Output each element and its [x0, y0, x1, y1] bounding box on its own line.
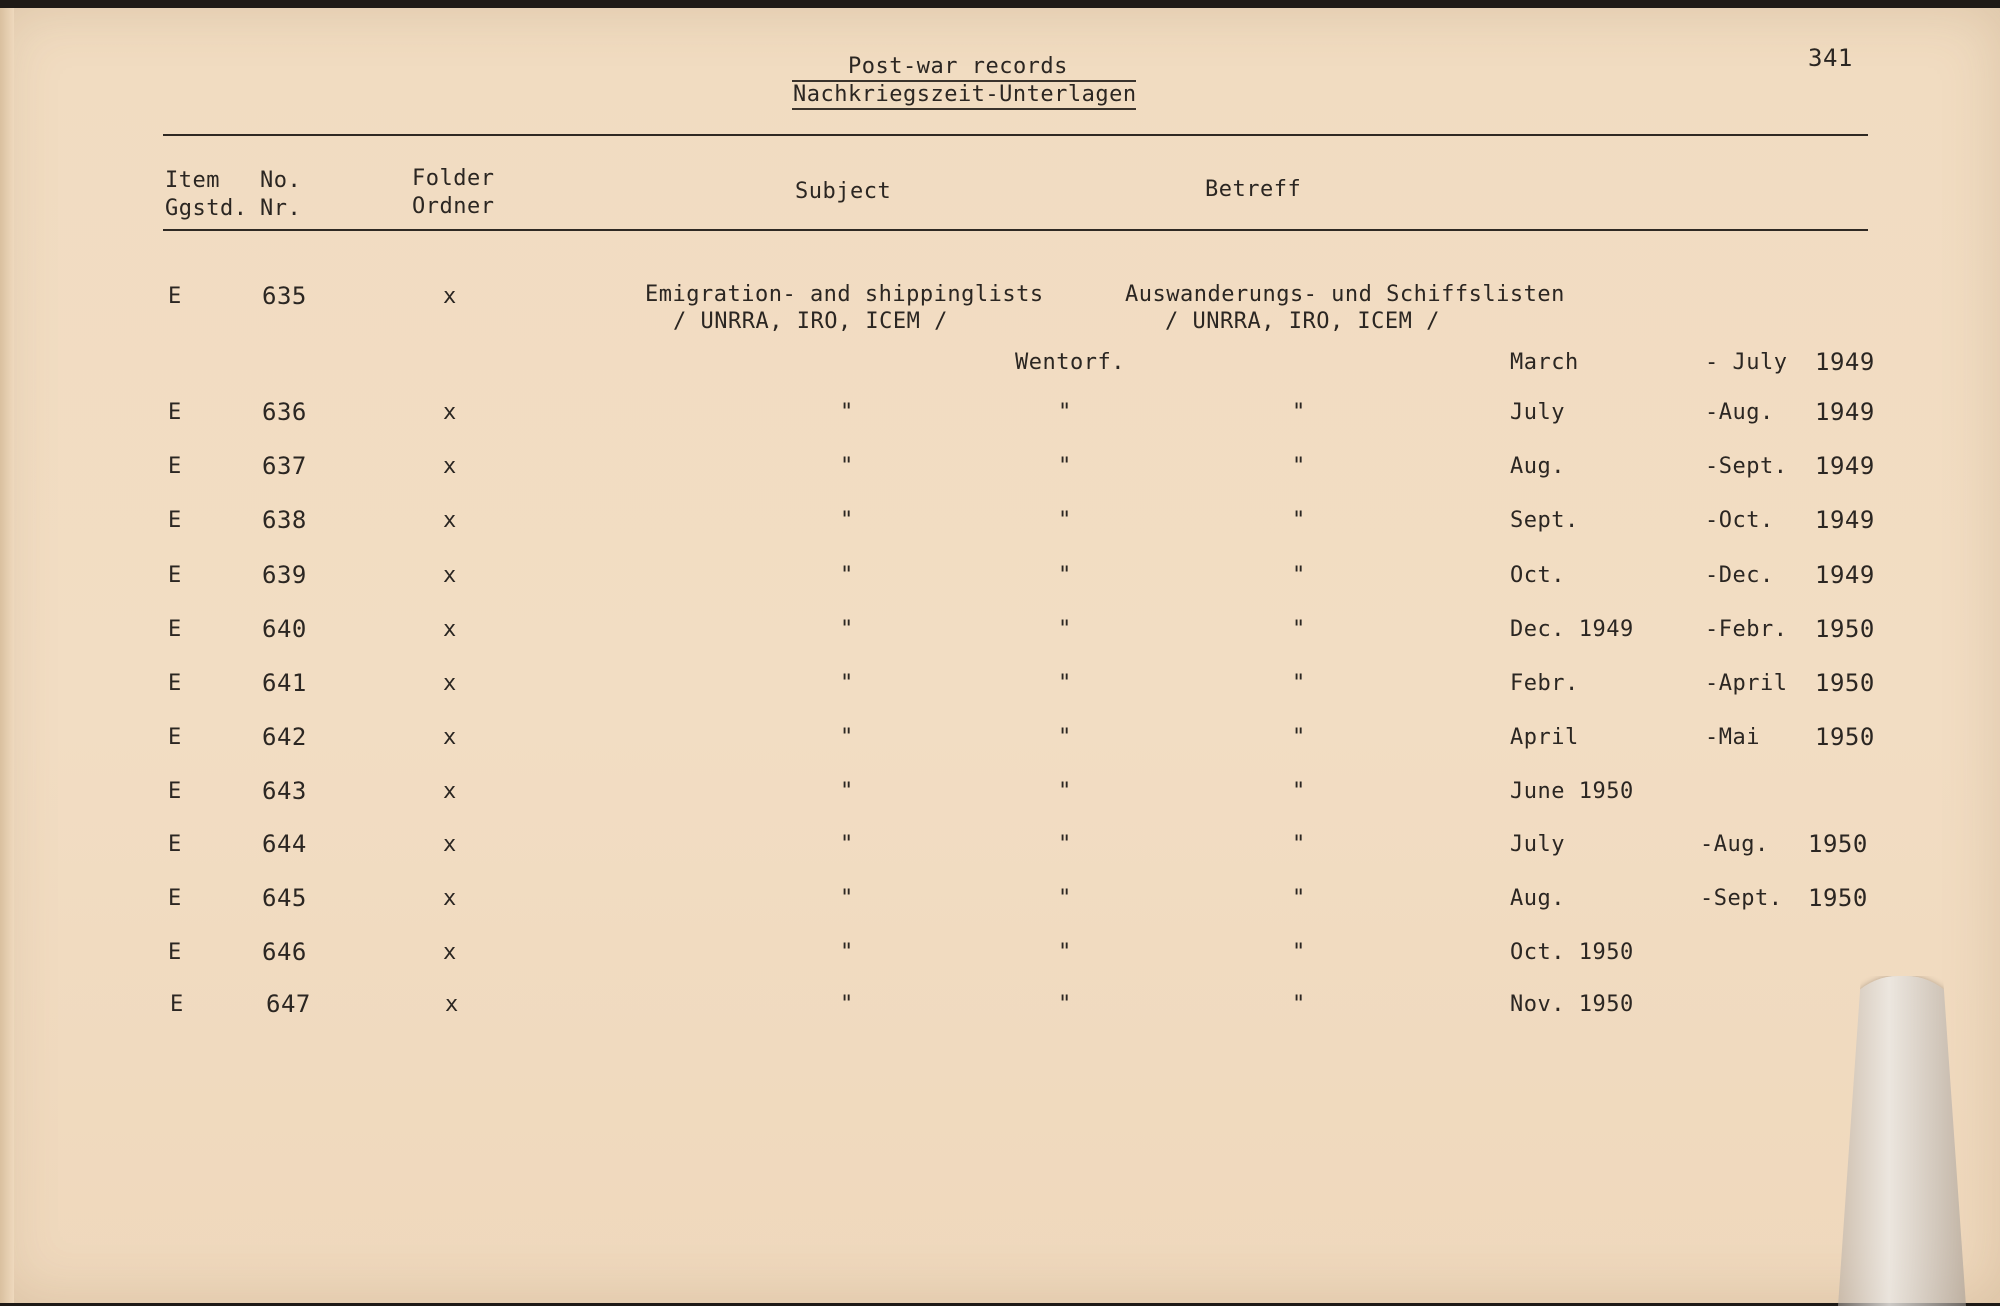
- ditto-betreff: ": [1292, 779, 1306, 804]
- row-item: E: [168, 454, 182, 479]
- entry-place: Wentorf.: [1015, 350, 1125, 375]
- ditto-place: ": [1058, 779, 1072, 804]
- ditto-place: ": [1058, 940, 1072, 965]
- entry-number: 635: [262, 282, 307, 310]
- ditto-place: ": [1058, 671, 1072, 696]
- row-item: E: [168, 886, 182, 911]
- ditto-subject: ": [840, 454, 854, 479]
- ditto-betreff: ": [1292, 563, 1306, 588]
- row-folder: x: [443, 454, 457, 479]
- row-item: E: [168, 617, 182, 642]
- ditto-place: ": [1058, 725, 1072, 750]
- row-item: E: [168, 832, 182, 857]
- col-folder-en: Folder: [412, 166, 495, 191]
- row-number: 641: [262, 669, 307, 697]
- row-folder: x: [443, 563, 457, 588]
- row-date-to: -Sept.: [1700, 886, 1783, 911]
- row-year: 1949: [1815, 561, 1875, 589]
- page-number: 341: [1808, 44, 1853, 72]
- row-year: 1950: [1815, 723, 1875, 751]
- row-number: 637: [262, 452, 307, 480]
- ditto-place: ": [1058, 832, 1072, 857]
- col-item-de: Ggstd.: [165, 196, 248, 221]
- row-item: E: [168, 400, 182, 425]
- ditto-betreff: ": [1292, 940, 1306, 965]
- table-row: [0, 563, 2000, 603]
- ditto-place: ": [1058, 886, 1072, 911]
- ditto-betreff: ": [1292, 671, 1306, 696]
- entry-year: 1949: [1815, 348, 1875, 376]
- ditto-betreff: ": [1292, 400, 1306, 425]
- row-year: 1950: [1815, 669, 1875, 697]
- row-number: 647: [266, 990, 311, 1018]
- row-date-from: April: [1510, 725, 1579, 750]
- title-underline-2: [792, 108, 1136, 110]
- row-date-from: Oct.: [1510, 563, 1565, 588]
- ditto-subject: ": [840, 779, 854, 804]
- entry-subject-line2: / UNRRA, IRO, ICEM /: [673, 309, 948, 334]
- table-row: [0, 779, 2000, 819]
- ditto-subject: ": [840, 563, 854, 588]
- row-number: 642: [262, 723, 307, 751]
- ditto-subject: ": [840, 832, 854, 857]
- row-folder: x: [443, 671, 457, 696]
- table-row: [0, 617, 2000, 657]
- ditto-betreff: ": [1292, 886, 1306, 911]
- col-no-en: No.: [260, 168, 302, 193]
- row-folder: x: [445, 992, 459, 1017]
- row-year: 1949: [1815, 398, 1875, 426]
- row-number: 636: [262, 398, 307, 426]
- table-row: [0, 671, 2000, 711]
- row-folder: x: [443, 508, 457, 533]
- row-item: E: [168, 563, 182, 588]
- row-item: E: [168, 508, 182, 533]
- ditto-betreff: ": [1292, 832, 1306, 857]
- row-folder: x: [443, 617, 457, 642]
- table-row: [0, 992, 2000, 1032]
- table-row: [0, 886, 2000, 926]
- row-date-from: Dec. 1949: [1510, 617, 1634, 642]
- row-date-from: Febr.: [1510, 671, 1579, 696]
- row-date-from: Sept.: [1510, 508, 1579, 533]
- ditto-subject: ": [840, 992, 854, 1017]
- row-year: 1950: [1808, 884, 1868, 912]
- title-english: Post-war records: [848, 54, 1068, 79]
- table-row: [0, 400, 2000, 440]
- row-year: 1950: [1808, 830, 1868, 858]
- row-number: 645: [262, 884, 307, 912]
- ditto-place: ": [1058, 617, 1072, 642]
- row-date-from: Oct. 1950: [1510, 940, 1634, 965]
- row-date-from: July: [1510, 832, 1565, 857]
- row-date-from: Aug.: [1510, 454, 1565, 479]
- row-date-to: -Dec.: [1705, 563, 1774, 588]
- row-number: 644: [262, 830, 307, 858]
- ditto-betreff: ": [1292, 454, 1306, 479]
- table-row: [0, 832, 2000, 872]
- row-folder: x: [443, 832, 457, 857]
- ditto-betreff: ": [1292, 725, 1306, 750]
- ditto-subject: ": [840, 400, 854, 425]
- ditto-place: ": [1058, 563, 1072, 588]
- col-betreff: Betreff: [1205, 177, 1302, 202]
- row-date-from: Nov. 1950: [1510, 992, 1634, 1017]
- entry-betreff-line1: Auswanderungs- und Schiffslisten: [1125, 282, 1565, 307]
- row-item: E: [168, 779, 182, 804]
- ditto-subject: ": [840, 508, 854, 533]
- ditto-betreff: ": [1292, 508, 1306, 533]
- row-folder: x: [443, 886, 457, 911]
- row-date-from: July: [1510, 400, 1565, 425]
- ditto-place: ": [1058, 400, 1072, 425]
- row-folder: x: [443, 400, 457, 425]
- entry-item: E: [168, 284, 182, 309]
- title-german: Nachkriegszeit-Unterlagen: [793, 82, 1137, 107]
- ditto-betreff: ": [1292, 617, 1306, 642]
- row-item: E: [168, 725, 182, 750]
- row-date-to: -Febr.: [1705, 617, 1788, 642]
- ditto-place: ": [1058, 508, 1072, 533]
- header-bottom-rule: [163, 229, 1868, 231]
- col-folder-de: Ordner: [412, 194, 495, 219]
- row-date-from: Aug.: [1510, 886, 1565, 911]
- row-date-to: -Sept.: [1705, 454, 1788, 479]
- entry-betreff-line2: / UNRRA, IRO, ICEM /: [1165, 309, 1440, 334]
- ditto-place: ": [1058, 454, 1072, 479]
- table-row: [0, 725, 2000, 765]
- row-year: 1950: [1815, 615, 1875, 643]
- row-folder: x: [443, 725, 457, 750]
- ditto-betreff: ": [1292, 992, 1306, 1017]
- ditto-subject: ": [840, 886, 854, 911]
- entry-date-to: - July: [1705, 350, 1788, 375]
- entry-date-from: March: [1510, 350, 1579, 375]
- row-date-to: -Mai: [1705, 725, 1760, 750]
- row-item: E: [168, 940, 182, 965]
- document-page: [0, 8, 2000, 1303]
- row-folder: x: [443, 940, 457, 965]
- row-number: 643: [262, 777, 307, 805]
- ditto-subject: ": [840, 725, 854, 750]
- row-item: E: [168, 671, 182, 696]
- row-date-from: June 1950: [1510, 779, 1634, 804]
- table-row: [0, 508, 2000, 548]
- row-year: 1949: [1815, 452, 1875, 480]
- row-date-to: -Aug.: [1705, 400, 1774, 425]
- col-no-de: Nr.: [260, 196, 302, 221]
- row-number: 639: [262, 561, 307, 589]
- ditto-subject: ": [840, 617, 854, 642]
- row-year: 1949: [1815, 506, 1875, 534]
- row-item: E: [170, 992, 184, 1017]
- entry-subject-line1: Emigration- and shippinglists: [645, 282, 1044, 307]
- ditto-subject: ": [840, 671, 854, 696]
- row-date-to: -Oct.: [1705, 508, 1774, 533]
- row-date-to: -Aug.: [1700, 832, 1769, 857]
- row-date-to: -April: [1705, 671, 1788, 696]
- row-number: 646: [262, 938, 307, 966]
- table-row: [0, 454, 2000, 494]
- header-top-rule: [163, 134, 1868, 136]
- col-item-en: Item: [165, 168, 220, 193]
- row-number: 640: [262, 615, 307, 643]
- row-folder: x: [443, 779, 457, 804]
- table-row: [0, 940, 2000, 980]
- ditto-place: ": [1058, 992, 1072, 1017]
- entry-folder: x: [443, 284, 457, 309]
- row-number: 638: [262, 506, 307, 534]
- ditto-subject: ": [840, 940, 854, 965]
- col-subject: Subject: [795, 179, 892, 204]
